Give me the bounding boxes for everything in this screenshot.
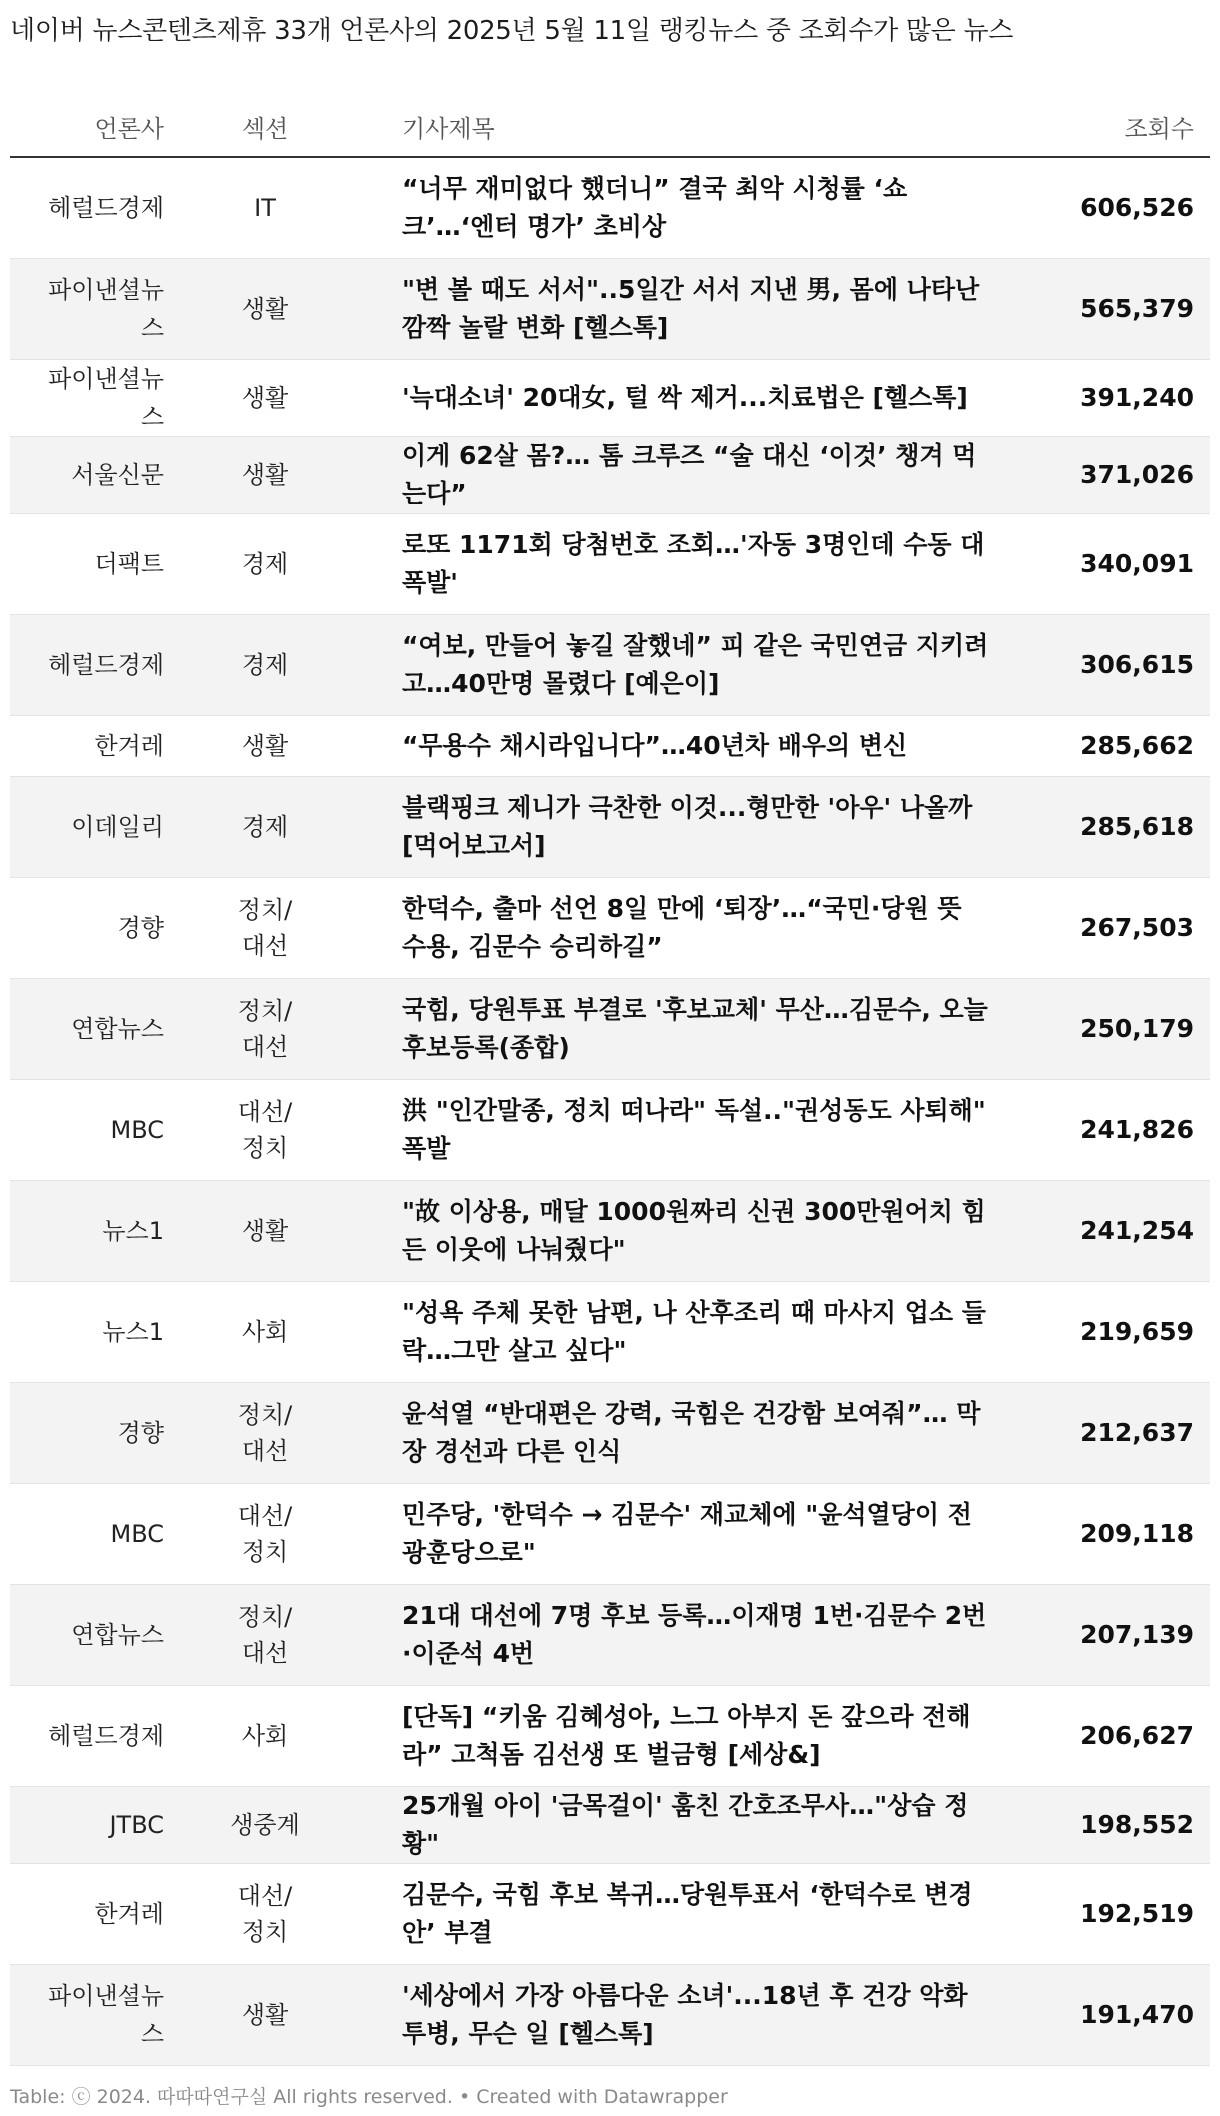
cell-section: 사회 (180, 1685, 350, 1786)
cell-headline: 김문수, 국힘 후보 복귀…당원투표서 ‘한덕수로 변경안’ 부결 (350, 1863, 1010, 1964)
cell-headline: 로또 1171회 당첨번호 조회…'자동 3명인데 수동 대폭발' (350, 513, 1010, 614)
cell-headline: 21대 대선에 7명 후보 등록…이재명 1번·김문수 2번·이준석 4번 (350, 1584, 1010, 1685)
table-row (10, 1584, 1210, 1685)
cell-section: 생활 (180, 1964, 350, 2065)
cell-section: 경제 (180, 614, 350, 715)
cell-views: 209,118 (1010, 1483, 1210, 1584)
table-row (10, 978, 1210, 1079)
cell-press: 더팩트 (10, 513, 180, 614)
table-row (10, 359, 1210, 436)
cell-section: 경제 (180, 776, 350, 877)
cell-section: 생활 (180, 359, 350, 436)
cell-headline: "성욕 주체 못한 남편, 나 산후조리 때 마사지 업소 들락…그만 살고 싶다" (350, 1281, 1010, 1382)
cell-section: IT (180, 157, 350, 258)
table-row (10, 157, 1210, 258)
cell-headline: 민주당, '한덕수 → 김문수' 재교체에 "윤석열당이 전광훈당으로" (350, 1483, 1010, 1584)
cell-section: 생중계 (180, 1786, 350, 1863)
cell-section: 대선/정치 (180, 1079, 350, 1180)
table-row (10, 1964, 1210, 2065)
cell-views: 267,503 (1010, 877, 1210, 978)
cell-section: 정치/대선 (180, 978, 350, 1079)
cell-press: JTBC (10, 1786, 180, 1863)
cell-headline: 洪 "인간말종, 정치 떠나라" 독설.."권성동도 사퇴해" 폭발 (350, 1079, 1010, 1180)
chart-container (10, 0, 1210, 2116)
table-row (10, 513, 1210, 614)
cell-views: 241,826 (1010, 1079, 1210, 1180)
cell-section: 생활 (180, 715, 350, 776)
cell-section: 사회 (180, 1281, 350, 1382)
table-row (10, 1863, 1210, 1964)
cell-press: 파이낸셜뉴스 (10, 1964, 180, 2065)
cell-section: 대선/정치 (180, 1863, 350, 1964)
cell-headline: 이게 62살 몸?… 톰 크루즈 “술 대신 ‘이것’ 챙겨 먹는다” (350, 436, 1010, 513)
cell-press: 파이낸셜뉴스 (10, 258, 180, 359)
cell-views: 241,254 (1010, 1180, 1210, 1281)
cell-press: 한겨레 (10, 1863, 180, 1964)
cell-headline: “너무 재미없다 했더니” 결국 최악 시청률 ‘쇼크’…‘엔터 명가’ 초비상 (350, 157, 1010, 258)
table-row (10, 1382, 1210, 1483)
cell-views: 206,627 (1010, 1685, 1210, 1786)
cell-section: 생활 (180, 1180, 350, 1281)
cell-headline: “여보, 만들어 놓길 잘했네” 피 같은 국민연금 지키려고…40만명 몰렸다 [예은이] (350, 614, 1010, 715)
cell-views: 191,470 (1010, 1964, 1210, 2065)
cell-views: 219,659 (1010, 1281, 1210, 1382)
cell-press: 헤럴드경제 (10, 1685, 180, 1786)
cell-press: 연합뉴스 (10, 1584, 180, 1685)
cell-views: 207,139 (1010, 1584, 1210, 1685)
column-header-press[interactable]: 언론사 (10, 96, 180, 157)
cell-headline: 블랙핑크 제니가 극찬한 이것...형만한 '아우' 나올까[먹어보고서] (350, 776, 1010, 877)
column-header-views[interactable]: 조회수 (1010, 96, 1210, 157)
cell-views: 340,091 (1010, 513, 1210, 614)
cell-views: 306,615 (1010, 614, 1210, 715)
cell-views: 192,519 (1010, 1863, 1210, 1964)
cell-views: 250,179 (1010, 978, 1210, 1079)
column-header-section[interactable]: 섹션 (180, 96, 350, 157)
cell-views: 285,618 (1010, 776, 1210, 877)
cell-press: 헤럴드경제 (10, 157, 180, 258)
cell-views: 198,552 (1010, 1786, 1210, 1863)
table-row (10, 1180, 1210, 1281)
table-row (10, 1685, 1210, 1786)
cell-section: 정치/대선 (180, 1584, 350, 1685)
cell-headline: '세상에서 가장 아름다운 소녀'...18년 후 건강 악화 투병, 무슨 일 [헬스톡] (350, 1964, 1010, 2065)
cell-headline: '늑대소녀' 20대女, 털 싹 제거...치료법은 [헬스톡] (350, 359, 1010, 436)
table-row (10, 1079, 1210, 1180)
cell-views: 606,526 (1010, 157, 1210, 258)
cell-headline: 한덕수, 출마 선언 8일 만에 ‘퇴장’…“국민·당원 뜻 수용, 김문수 승리하길” (350, 877, 1010, 978)
cell-press: 헤럴드경제 (10, 614, 180, 715)
cell-section: 대선/정치 (180, 1483, 350, 1584)
cell-press: 경향 (10, 1382, 180, 1483)
cell-press: 경향 (10, 877, 180, 978)
cell-views: 285,662 (1010, 715, 1210, 776)
cell-press: MBC (10, 1079, 180, 1180)
cell-headline: “무용수 채시라입니다”…40년차 배우의 변신 (350, 715, 1010, 776)
cell-headline: "故 이상용, 매달 1000원짜리 신권 300만원어치 힘든 이웃에 나눠줬다" (350, 1180, 1010, 1281)
table-row (10, 1786, 1210, 1863)
table-row (10, 258, 1210, 359)
table-row (10, 877, 1210, 978)
cell-headline: "변 볼 때도 서서"..5일간 서서 지낸 男, 몸에 나타난 깜짝 놀랄 변화 [헬스톡] (350, 258, 1010, 359)
table-row (10, 436, 1210, 513)
table-row (10, 1483, 1210, 1584)
cell-headline: [단독] “키움 김혜성아, 느그 아부지 돈 갚으라 전해라” 고척돔 김선생 또 벌금형 [세상&] (350, 1685, 1010, 1786)
cell-section: 경제 (180, 513, 350, 614)
table-body (10, 157, 1210, 2065)
cell-section: 생활 (180, 436, 350, 513)
table-row (10, 776, 1210, 877)
cell-views: 391,240 (1010, 359, 1210, 436)
cell-section: 정치/대선 (180, 877, 350, 978)
cell-headline: 국힘, 당원투표 부결로 '후보교체' 무산…김문수, 오늘 후보등록(종합) (350, 978, 1010, 1079)
cell-press: MBC (10, 1483, 180, 1584)
column-header-headline[interactable]: 기사제목 (350, 96, 1010, 157)
table-row (10, 1281, 1210, 1382)
ranking-table (10, 96, 1210, 2066)
cell-views: 371,026 (1010, 436, 1210, 513)
cell-views: 565,379 (1010, 258, 1210, 359)
chart-title: 네이버 뉴스콘텐츠제휴 33개 언론사의 2025년 5월 11일 랭킹뉴스 중 조회수가 많은 뉴스 (10, 16, 1014, 46)
cell-press: 뉴스1 (10, 1180, 180, 1281)
cell-views: 212,637 (1010, 1382, 1210, 1483)
table-header-row (10, 96, 1210, 157)
cell-section: 생활 (180, 258, 350, 359)
table-row (10, 715, 1210, 776)
cell-press: 연합뉴스 (10, 978, 180, 1079)
cell-section: 정치/대선 (180, 1382, 350, 1483)
cell-press: 서울신문 (10, 436, 180, 513)
cell-press: 뉴스1 (10, 1281, 180, 1382)
cell-headline: 윤석열 “반대편은 강력, 국힘은 건강함 보여줘”… 막장 경선과 다른 인식 (350, 1382, 1010, 1483)
cell-press: 이데일리 (10, 776, 180, 877)
cell-press: 파이낸셜뉴스 (10, 359, 180, 436)
table-footer: Table: ⓒ 2024. 따따따연구실 All rights reserved. • Created with Datawrapper (10, 2086, 728, 2108)
cell-press: 한겨레 (10, 715, 180, 776)
table-row (10, 614, 1210, 715)
cell-headline: 25개월 아이 '금목걸이' 훔친 간호조무사…"상습 정황" (350, 1786, 1010, 1863)
